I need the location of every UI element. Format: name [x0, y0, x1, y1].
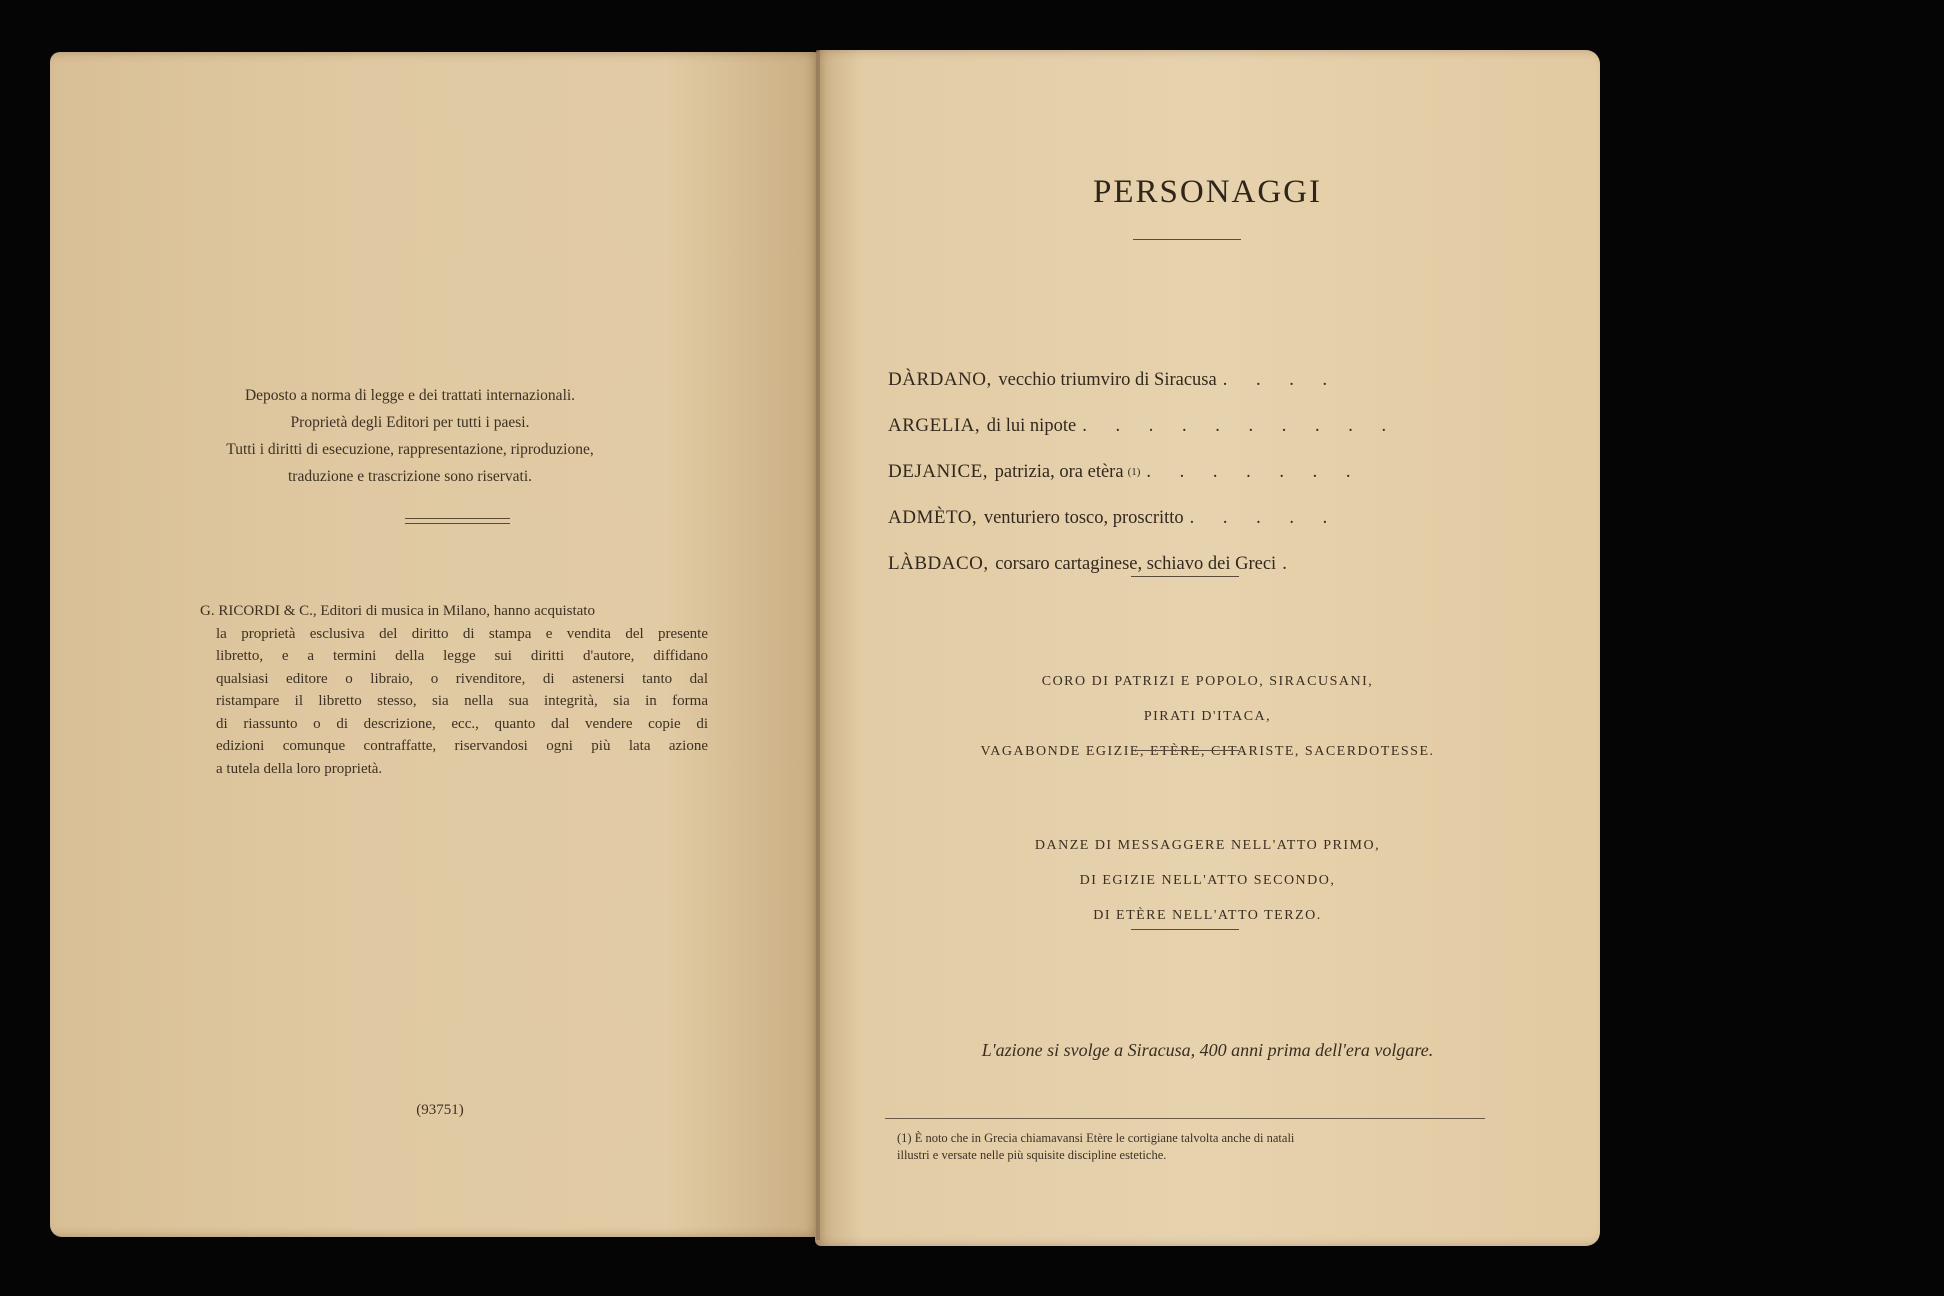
- leader-dots: . . . . . . .: [1146, 462, 1363, 482]
- copyright-line: Deposto a norma di legge e dei trattati internazionali.: [244, 387, 576, 404]
- publisher-notice-line: G. RICORDI & C., Editori di musica in Milano, hanno acquistato: [200, 603, 595, 619]
- left-page: [50, 52, 820, 1237]
- right-page: [815, 50, 1600, 1246]
- character-description: patrizia, ora etèra: [994, 462, 1124, 482]
- publisher-notice-line: di riassunto o di descrizione, ecc., quanto dal vendere copie di: [216, 715, 708, 732]
- character-name: LÀBDACO,: [888, 553, 989, 574]
- footnote-marker: (1): [1127, 466, 1141, 478]
- publisher-notice-line: ristampare il libretto stesso, sia nella sua integrità, sia in forma: [216, 693, 708, 709]
- section-divider: [1131, 576, 1239, 577]
- cast-row: [888, 368, 1408, 414]
- chorus-line: CORO DI PATRIZI E POPOLO, SIRACUSANI,: [1041, 674, 1374, 689]
- dance-line: DANZE DI MESSAGGERE NELL'ATTO PRIMO,: [1034, 838, 1381, 853]
- dance-block: [815, 828, 1600, 933]
- page-title: PERSONAGGI: [1092, 174, 1323, 210]
- double-rule-divider: [405, 518, 510, 524]
- character-description: vecchio triumviro di Siracusa: [998, 370, 1217, 390]
- character-name: DEJANICE,: [888, 461, 989, 482]
- chorus-line: PIRATI D'ITACA,: [1143, 709, 1272, 724]
- publisher-notice-line: a tutela della loro proprietà.: [216, 760, 383, 777]
- footnote-divider: [885, 1118, 1485, 1119]
- copyright-notice: [220, 382, 600, 490]
- character-name: ARGELIA,: [888, 415, 981, 436]
- footnote-line: (1) È noto che in Grecia chiamavansi Etère le cortigiane talvolta anche di natali: [897, 1131, 1295, 1145]
- leader-dots: . . . . .: [1189, 508, 1340, 528]
- cast-row: [888, 460, 1408, 506]
- cast-row: [888, 414, 1408, 460]
- book-spine: [816, 50, 820, 1240]
- character-description: corsaro cartaginese, schiavo dei Greci: [995, 554, 1277, 574]
- title-divider: [1133, 239, 1241, 240]
- cast-list: [888, 368, 1408, 598]
- section-divider: [1131, 750, 1239, 751]
- publisher-notice-line: libretto, e a termini della legge sui diritti d'autore, diffidano: [216, 648, 708, 664]
- copyright-line: Tutti i diritti di esecuzione, rappresentazione, riproduzione,: [226, 441, 594, 458]
- publisher-notice-line: qualsiasi editore o libraio, o rivenditore, di astenersi tanto dal: [216, 670, 708, 687]
- character-description: di lui nipote: [986, 416, 1077, 436]
- section-divider: [1131, 929, 1239, 930]
- dance-line: DI ETÈRE NELL'ATTO TERZO.: [1093, 908, 1322, 923]
- publisher-notice-line: la proprietà esclusiva del diritto di stampa e vendita del presente: [216, 625, 708, 642]
- chorus-block: [815, 664, 1600, 769]
- chorus-line: VAGABONDE EGIZIE, ETÈRE, CITARISTE, SACERDOTESSE.: [980, 744, 1435, 759]
- copyright-line: Proprietà degli Editori per tutti i paesi.: [290, 414, 530, 431]
- cast-row: [888, 552, 1408, 598]
- publisher-notice-line: edizioni comunque contraffatte, riservandosi ogni più lata azione: [216, 738, 708, 754]
- leader-dots: .: [1282, 554, 1299, 574]
- dance-line: DI EGIZIE NELL'ATTO SECONDO,: [1079, 873, 1336, 888]
- character-name: ADMÈTO,: [888, 507, 978, 528]
- leader-dots: . . . .: [1222, 370, 1340, 390]
- publisher-notice: [200, 600, 708, 780]
- character-name: DÀRDANO,: [888, 369, 992, 390]
- catalog-number: (93751): [416, 1102, 464, 1118]
- cast-row: [888, 506, 1408, 552]
- footnote: [897, 1130, 1477, 1164]
- setting-line: L'azione si svolge a Siracusa, 400 anni prima dell'era volgare.: [981, 1040, 1434, 1060]
- leader-dots: . . . . . . . . . .: [1082, 416, 1399, 436]
- character-description: venturiero tosco, proscritto: [983, 508, 1184, 528]
- footnote-line: illustri e versate nelle più squisite discipline estetiche.: [897, 1148, 1167, 1162]
- copyright-line: traduzione e trascrizione sono riservati.: [287, 468, 533, 485]
